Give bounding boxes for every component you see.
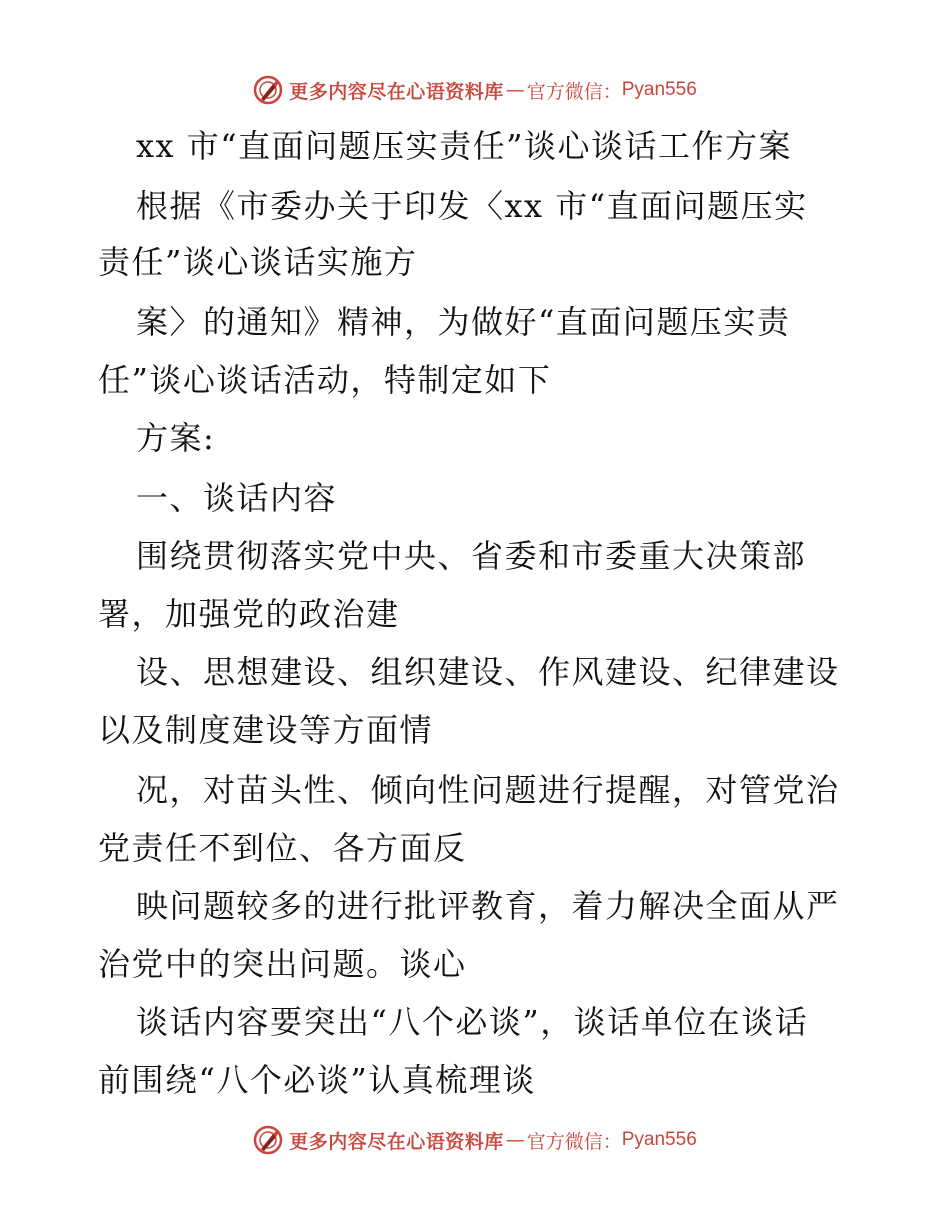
paragraph-line: 映问题较多的进行批评教育，着力解决全面从严 <box>136 887 840 925</box>
section-heading: 一、谈话内容 <box>136 479 338 517</box>
wechat-label: 官方微信： <box>526 80 622 103</box>
paragraph-line: 况，对苗头性、倾向性问题进行提醒，对管党治 <box>136 771 840 809</box>
paragraph-line: 治党中的突出问题。谈心 <box>98 945 467 983</box>
ad-text: 更多内容尽在心语资料库 <box>289 80 504 103</box>
footer-banner <box>0 1120 950 1160</box>
paragraph-line: 党责任不到位、各方面反 <box>98 829 467 867</box>
paragraph-line: 任”谈心谈话活动，特制定如下 <box>98 361 552 399</box>
paragraph-line: 责任”谈心谈话实施方 <box>98 243 418 281</box>
paragraph-line: 方案: <box>136 419 216 457</box>
pen-logo-icon <box>253 1125 283 1155</box>
banner-separator: — <box>505 1129 525 1151</box>
paragraph-line: 前围绕“八个必谈”认真梳理谈 <box>98 1061 536 1099</box>
document-title: xx 市“直面问题压实责任”谈心谈话工作方案 <box>136 127 792 165</box>
paragraph-line: 以及制度建设等方面情 <box>98 711 434 749</box>
ad-text: 更多内容尽在心语资料库 <box>289 1130 504 1153</box>
paragraph-line: 署，加强党的政治建 <box>98 595 400 633</box>
paragraph-line: 谈话内容要突出“八个必谈”，谈话单位在谈话 <box>136 1003 809 1041</box>
wechat-label: 官方微信： <box>526 1130 622 1153</box>
paragraph-line: 设、思想建设、组织建设、作风建设、纪律建设 <box>136 653 840 691</box>
wechat-id: Pyan556 <box>621 79 697 100</box>
paragraph-line: 根据《市委办关于印发〈xx 市“直面问题压实 <box>136 187 808 225</box>
header-banner <box>0 70 950 110</box>
paragraph-line: 围绕贯彻落实党中央、省委和市委重大决策部 <box>136 537 807 575</box>
paragraph-line: 案〉的通知》精神，为做好“直面问题压实责 <box>136 303 791 341</box>
wechat-id: Pyan556 <box>621 1129 697 1150</box>
pen-logo-icon <box>253 75 283 105</box>
banner-separator: — <box>505 79 525 101</box>
